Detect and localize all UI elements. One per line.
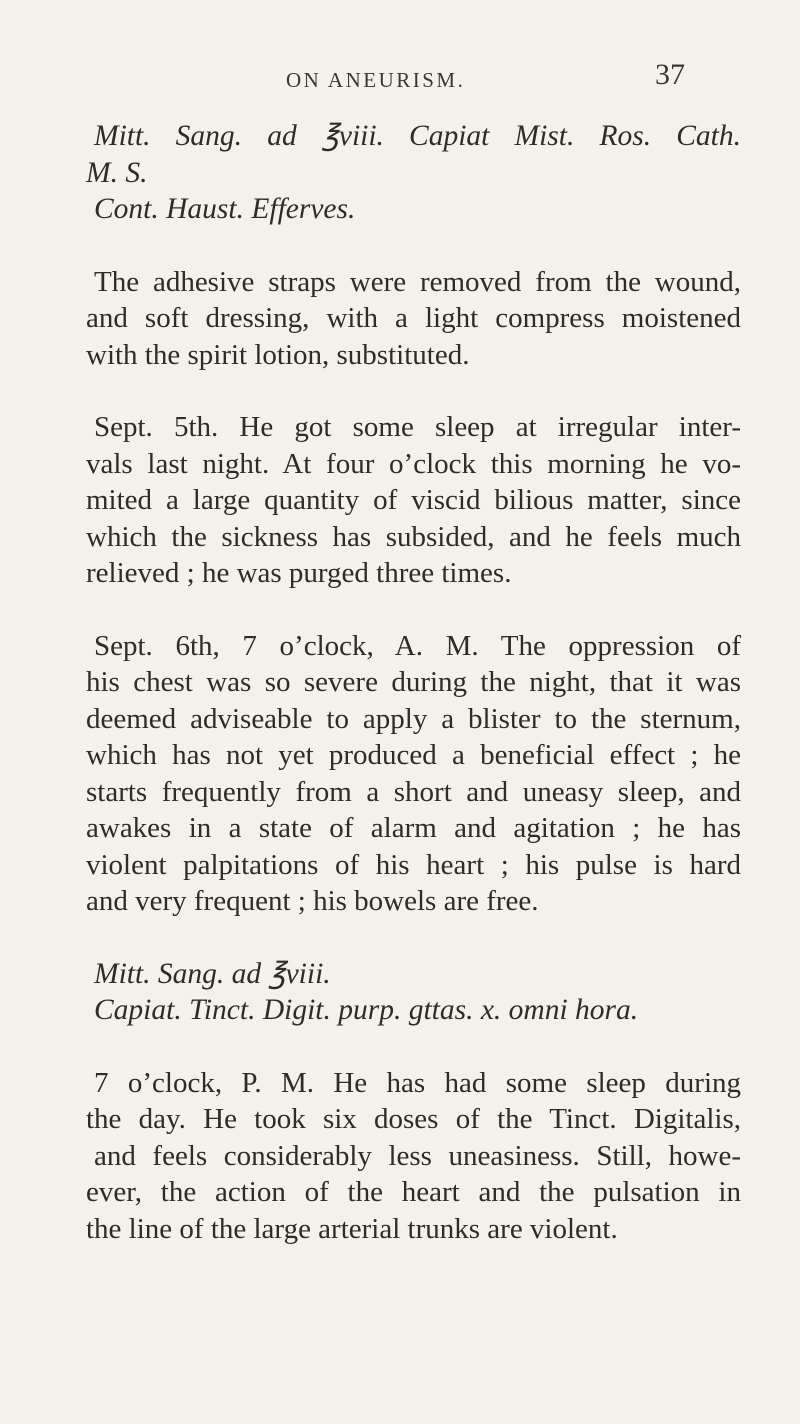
paragraph-line: and soft dressing, with a light compress moistened xyxy=(86,302,741,334)
running-head: ON ANEURISM. xyxy=(286,68,466,92)
prescription-block xyxy=(86,118,741,228)
prescription-line: Capiat. Tinct. Digit. purp. gttas. x. omni hora. xyxy=(94,994,639,1026)
paragraph-line: and feels considerably less uneasiness. Still, howe- xyxy=(94,1139,741,1172)
paragraph-line: 7 o’clock, P. M. He has had some sleep during xyxy=(94,1066,741,1099)
prescription-line: M. S. xyxy=(86,156,148,189)
page-body xyxy=(86,110,741,1247)
paragraph-line: the day. He took six doses of the Tinct. Digitalis, xyxy=(86,1103,741,1135)
paragraph-line: deemed adviseable to apply a blister to the sternum, xyxy=(86,702,741,735)
paragraph-line: ever, the action of the heart and the pulsation in xyxy=(86,1176,741,1208)
paragraph-line: Sept. 6th, 7 o’clock, A. M. The oppression of xyxy=(94,629,741,662)
paragraph-line: and very frequent ; his bowels are free. xyxy=(86,885,539,917)
paragraph-line: the line of the large arterial trunks are violent. xyxy=(86,1212,618,1245)
page-number: 37 xyxy=(655,58,685,91)
paragraph-line: which has not yet produced a beneficial effect ; he xyxy=(86,739,741,771)
paragraph-line: awakes in a state of alarm and agitation ; he has xyxy=(86,812,741,844)
paragraph-line: which the sickness has subsided, and he feels much xyxy=(86,520,741,553)
paragraph-line: vals last night. At four o’clock this morning he vo- xyxy=(86,447,741,480)
prescription-line: Mitt. Sang. ad ℥viii. Capiat Mist. Ros. Cath. xyxy=(94,120,741,152)
paragraph-line: his chest was so severe during the night, that it was xyxy=(86,666,741,698)
paragraph xyxy=(86,264,741,374)
paragraph xyxy=(86,628,741,920)
prescription-block xyxy=(86,956,741,1029)
paragraph-line: violent palpitations of his heart ; his pulse is hard xyxy=(86,848,741,881)
paragraph-line: relieved ; he was purged three times. xyxy=(86,557,512,589)
paragraph-line: starts frequently from a short and uneasy sleep, and xyxy=(86,775,741,808)
page-header xyxy=(0,58,800,102)
prescription-line: Mitt. Sang. ad ℥viii. xyxy=(94,957,331,990)
paragraph xyxy=(86,409,741,592)
paragraph xyxy=(86,1065,741,1248)
paragraph-line: The adhesive straps were removed from the wound, xyxy=(94,265,741,298)
paragraph-line: Sept. 5th. He got some sleep at irregular inter- xyxy=(94,411,741,443)
prescription-line: Cont. Haust. Efferves. xyxy=(94,193,356,225)
paragraph-line: mited a large quantity of viscid bilious matter, since xyxy=(86,484,741,516)
paragraph-line: with the spirit lotion, substituted. xyxy=(86,338,470,371)
